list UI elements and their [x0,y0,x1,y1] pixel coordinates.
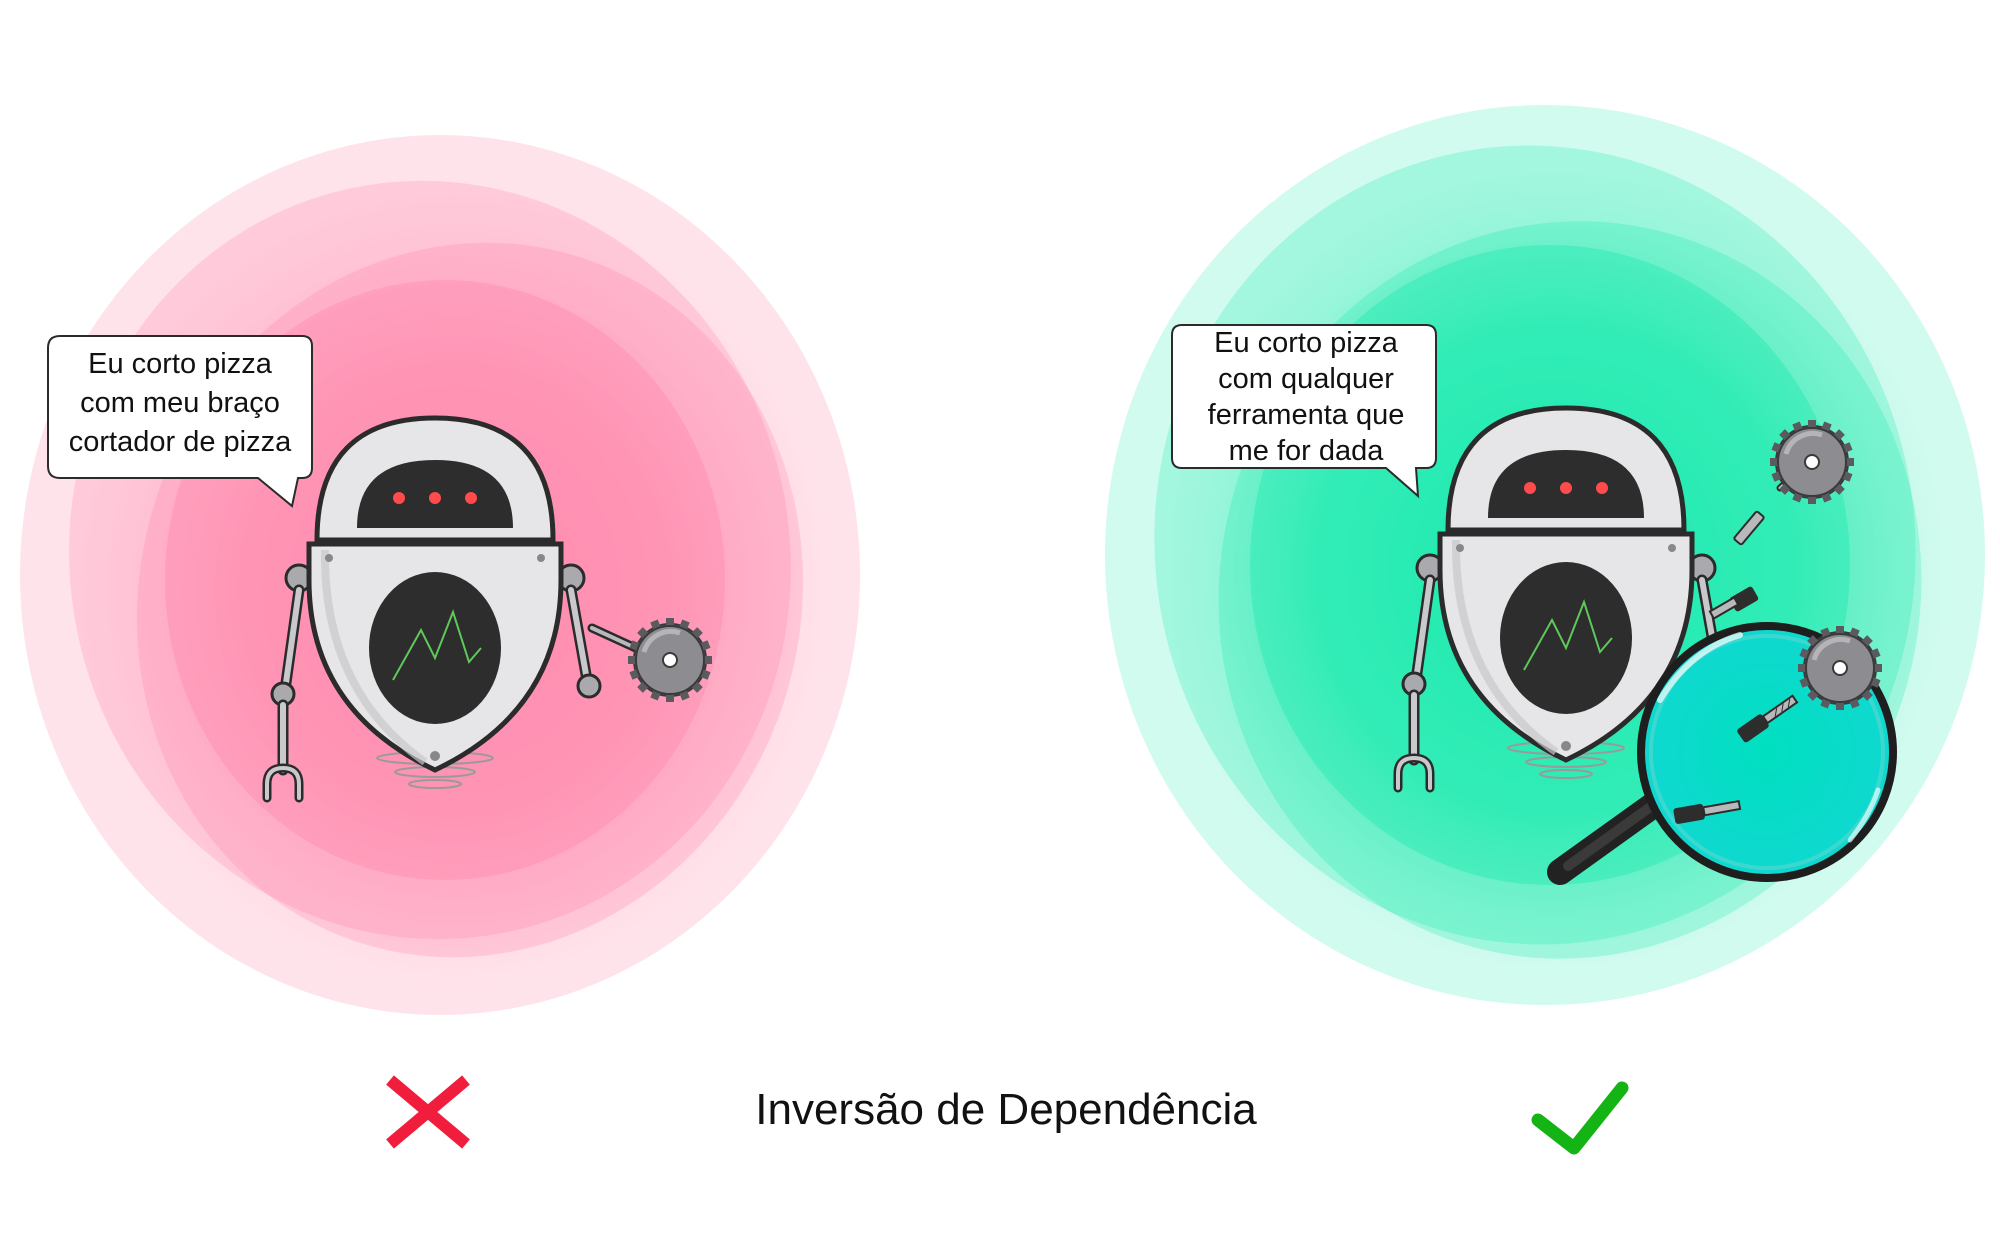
check-icon [1538,1088,1622,1148]
right-panel [1091,85,2000,1148]
cross-icon [390,1080,466,1144]
speech-line-1: Eu corto pizza [1214,327,1398,359]
speech-line-1: Eu corto pizza [88,348,272,380]
speech-line-3: cortador de pizza [68,426,292,458]
left-panel [0,113,895,1144]
speech-line-2: com qualquer [1218,363,1394,395]
speech-line-2: com meu braço [80,387,280,419]
speech-line-3: ferramenta que [1207,399,1405,431]
lens-gear [1798,626,1882,710]
pizza-cutter-wheel [628,618,712,702]
diagram-title: Inversão de Dependência [755,1085,1257,1134]
speech-line-4: me for dada [1228,435,1384,467]
floating-gear [1770,420,1854,504]
